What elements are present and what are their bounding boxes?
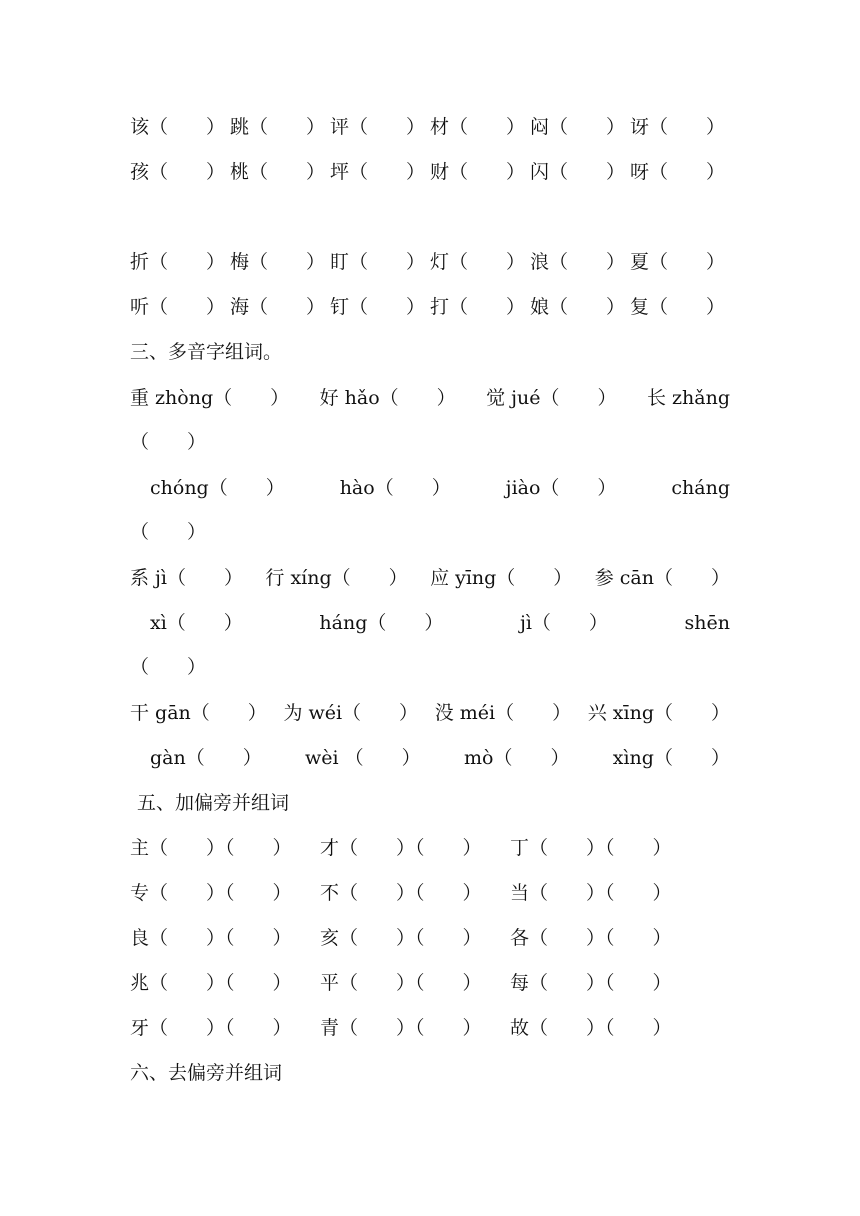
char-row: [130, 295, 730, 319]
radical-blank: 不（ ）（ ）: [320, 882, 482, 904]
char-blank: 钉（ ）: [330, 296, 426, 318]
radical-blank: 牙（ ）（ ）: [130, 1017, 292, 1039]
char-blank: 复（ ）: [630, 296, 726, 318]
char-row: [130, 115, 730, 139]
polyphone-blank: gàn（ ）: [150, 747, 262, 769]
polyphone-blank: 干 gān（ ）: [130, 702, 267, 724]
polyphone-blank: 好 hǎo（ ）: [319, 387, 456, 409]
polyphone-blank: chóng（ ）: [150, 477, 285, 499]
char-blank: 灯（ ）: [430, 251, 526, 273]
radical-blank: 才（ ）（ ）: [320, 837, 482, 859]
polyphone-row: [150, 746, 730, 770]
radical-row: [130, 881, 730, 905]
char-blank: 梅（ ）: [230, 251, 326, 273]
char-blank: 讶（ ）: [630, 116, 726, 138]
char-blank: 桃（ ）: [230, 161, 326, 183]
char-blank: 夏（ ）: [630, 251, 726, 273]
radical-blank: 亥（ ）（ ）: [320, 927, 482, 949]
char-blank: 评（ ）: [330, 116, 426, 138]
polyphone-row: [150, 611, 730, 635]
polyphone-blank: 重 zhòng（ ）: [130, 387, 290, 409]
radical-blank: 丁（ ）（ ）: [510, 837, 672, 859]
radical-blank: 平（ ）（ ）: [320, 972, 482, 994]
radical-blank: 良（ ）（ ）: [130, 927, 292, 949]
char-blank: 呀（ ）: [630, 161, 726, 183]
polyphone-blank: 长 zhǎng: [646, 387, 730, 409]
radical-blank: 故（ ）（ ）: [510, 1017, 672, 1039]
wrapped-blank: （ ）: [130, 656, 207, 678]
polyphone-row: [130, 386, 730, 410]
polyphone-blank: jì（ ）: [519, 612, 608, 634]
section-heading: 五、加偏旁并组词: [137, 792, 290, 814]
char-blank: 坪（ ）: [330, 161, 426, 183]
radical-blank: 当（ ）（ ）: [510, 882, 672, 904]
polyphone-blank: wèi （ ）: [305, 747, 421, 769]
polyphone-blank: shēn: [684, 612, 730, 634]
polyphone-blank: xì（ ）: [150, 612, 243, 634]
polyphone-row: [150, 476, 730, 500]
char-blank: 财（ ）: [430, 161, 526, 183]
radical-blank: 兆（ ）（ ）: [130, 972, 292, 994]
polyphone-blank: 为 wéi（ ）: [283, 702, 419, 724]
char-row: [130, 250, 730, 274]
radical-blank: 专（ ）（ ）: [130, 882, 292, 904]
char-blank: 海（ ）: [230, 296, 326, 318]
char-blank: 娘（ ）: [530, 296, 626, 318]
radical-blank: 每（ ）（ ）: [510, 972, 672, 994]
polyphone-blank: 应 yīng（ ）: [430, 567, 573, 589]
char-blank: 孩（ ）: [130, 161, 226, 183]
char-blank: 材（ ）: [430, 116, 526, 138]
polyphone-row: [130, 566, 730, 590]
wrapped-blank: （ ）: [130, 521, 207, 543]
char-blank: 听（ ）: [130, 296, 226, 318]
char-row: [130, 160, 730, 184]
char-blank: 闪（ ）: [530, 161, 626, 183]
wrapped-blank: （ ）: [130, 431, 207, 453]
radical-blank: 主（ ）（ ）: [130, 837, 292, 859]
polyphone-blank: 系 jì（ ）: [130, 567, 244, 589]
radical-row: [130, 836, 730, 860]
polyphone-blank: mò（ ）: [463, 747, 570, 769]
polyphone-blank: 觉 jué（ ）: [486, 387, 617, 409]
char-blank: 闷（ ）: [530, 116, 626, 138]
radical-blank: 青（ ）（ ）: [320, 1017, 482, 1039]
polyphone-blank: jiào（ ）: [505, 477, 617, 499]
polyphone-blank: cháng: [671, 477, 730, 499]
char-blank: 打（ ）: [430, 296, 526, 318]
polyphone-blank: háng（ ）: [319, 612, 444, 634]
polyphone-blank: 没 méi（ ）: [434, 702, 572, 724]
polyphone-blank: hào（ ）: [339, 477, 451, 499]
polyphone-blank: 兴 xīng（ ）: [587, 702, 730, 724]
char-blank: 该（ ）: [130, 116, 226, 138]
radical-row: [130, 926, 730, 950]
radical-row: [130, 1016, 730, 1040]
polyphone-blank: xìng（ ）: [612, 747, 730, 769]
char-blank: 折（ ）: [130, 251, 226, 273]
section-heading: 六、去偏旁并组词: [130, 1062, 283, 1084]
polyphone-row: [130, 701, 730, 725]
polyphone-blank: 参 cān（ ）: [594, 567, 730, 589]
char-blank: 盯（ ）: [330, 251, 426, 273]
polyphone-blank: 行 xíng（ ）: [265, 567, 408, 589]
char-blank: 跳（ ）: [230, 116, 326, 138]
radical-row: [130, 971, 730, 995]
char-blank: 浪（ ）: [530, 251, 626, 273]
section-heading: 三、多音字组词。: [130, 341, 283, 363]
radical-blank: 各（ ）（ ）: [510, 927, 672, 949]
